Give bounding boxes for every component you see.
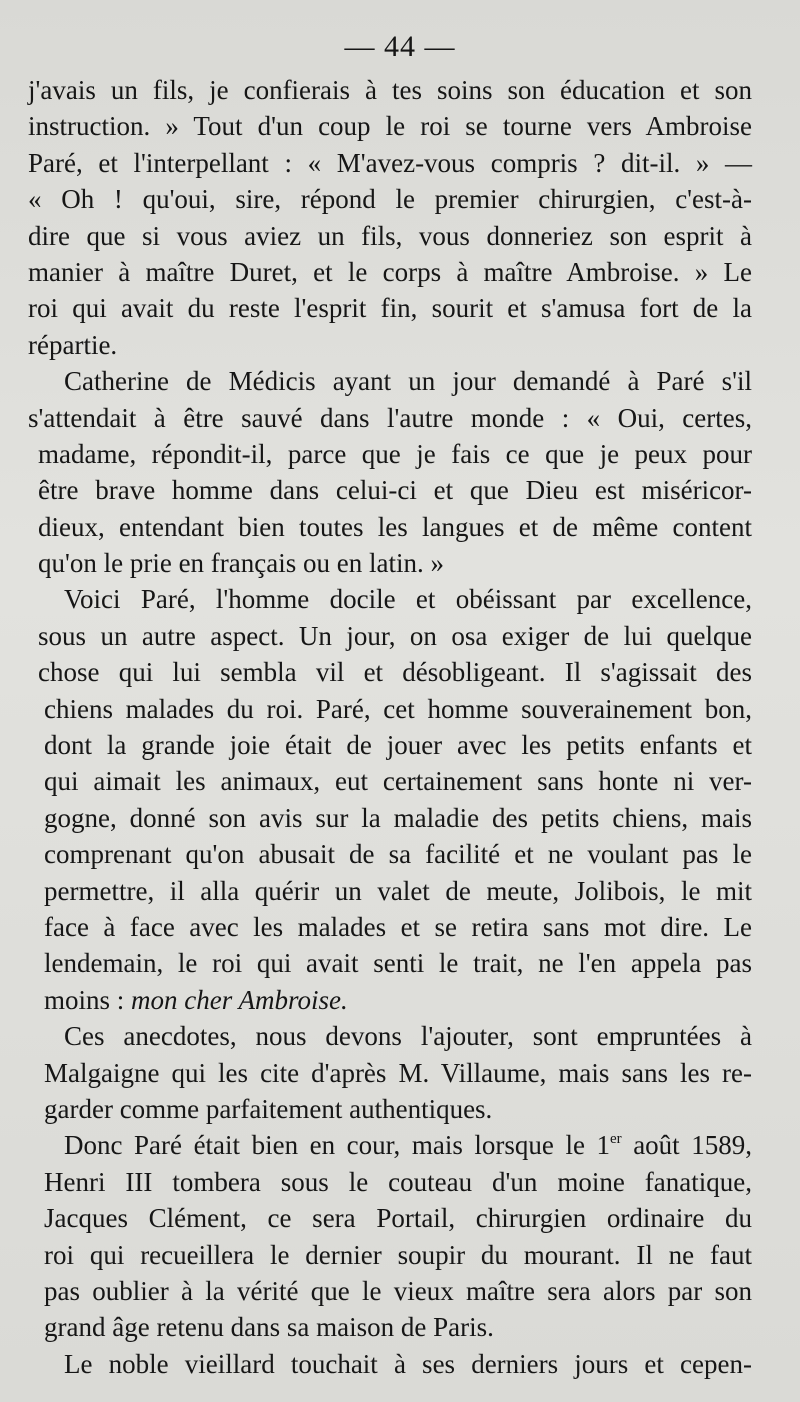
body-text [28, 72, 752, 1382]
text-line: « Oh ! qu'oui, sire, répond le premier chirurgien, c'est-à- [28, 184, 752, 215]
text-line: qui aimait les animaux, eut certainement sans honte ni ver- [44, 766, 752, 797]
text-fragment: Donc Paré était bien en cour, mais lorsque le 1 [64, 1130, 610, 1161]
paragraph-start: Ces anecdotes, nous devons l'ajouter, sont empruntées à [64, 1021, 752, 1052]
text-line: chiens malades du roi. Paré, cet homme souverainement bon, [44, 693, 752, 724]
text-line: sous un autre aspect. Un jour, on osa exiger de lui quelque [38, 620, 752, 651]
text-line: permettre, il alla quérir un valet de meute, Jolibois, le mit [44, 875, 752, 906]
paragraph-start: Voici Paré, l'homme docile et obéissant par excellence, [64, 584, 752, 615]
page-number: — 44 — [344, 30, 456, 63]
text-line: comprenant qu'on abusait de sa facilité et ne voulant pas le [44, 839, 752, 870]
text-line: roi qui recueillera le dernier soupir du mourant. Il ne faut [44, 1239, 752, 1270]
text-line: dont la grande joie était de jouer avec les petits enfants et [44, 730, 752, 761]
text-line: j'avais un fils, je confierais à tes soins son éducation et son [28, 75, 752, 105]
text-line: répartie. [28, 329, 118, 360]
text-line: gogne, donné son avis sur la maladie des petits chiens, mais [44, 802, 752, 833]
text-line: qu'on le prie en français ou en latin. » [38, 548, 444, 579]
text-line: instruction. » Tout d'un coup le roi se tourne vers Ambroise [28, 111, 752, 142]
text-line: Paré, et l'interpellant : « M'avez-vous compris ? dit-il. » — [28, 147, 752, 178]
text-line: dire que si vous aviez un fils, vous donneriez son esprit à [28, 220, 752, 251]
text-line: Malgaigne qui les cite d'après M. Villaume, mais sans les re- [44, 1057, 752, 1088]
text-line: dieux, entendant bien toutes les langues et de même content [38, 511, 752, 542]
text-fragment: août 1589, [621, 1130, 752, 1161]
paragraph-start [28, 1127, 752, 1163]
text-line: manier à maître Duret, et le corps à maître Ambroise. » Le [28, 256, 752, 287]
text-line: chose qui lui sembla vil et désobligeant. Il s'agissait des [38, 657, 752, 688]
text-line: Henri III tombera sous le couteau d'un moine fanatique, [44, 1166, 752, 1197]
paragraph-start: Catherine de Médicis ayant un jour demandé à Paré s'il [64, 366, 752, 397]
italic-text: mon cher Ambroise. [131, 984, 348, 1015]
text-line: être brave homme dans celui-ci et que Dieu est miséricor- [38, 475, 752, 506]
superscript: er [609, 1131, 622, 1148]
paragraph-start: Le noble vieillard touchait à ses derniers jours et cepen- [64, 1348, 752, 1379]
text-line: madame, répondit-il, parce que je fais ce que je peux pour [38, 438, 752, 469]
text-fragment: moins : [44, 984, 132, 1015]
text-line: lendemain, le roi qui avait senti le trait, ne l'en appela pas [44, 948, 752, 979]
text-line: s'attendait à être sauvé dans l'autre monde : « Oui, certes, [28, 402, 752, 433]
text-line [28, 982, 752, 1018]
text-line: garder comme parfaitement authentiques. [44, 1093, 493, 1124]
text-line: pas oublier à la vérité que le vieux maître sera alors par son [44, 1275, 752, 1306]
text-line: grand âge retenu dans sa maison de Paris. [44, 1312, 494, 1343]
text-line: roi qui avait du reste l'esprit fin, sourit et s'amusa fort de la [28, 293, 752, 324]
text-line: Jacques Clément, ce sera Portail, chirurgien ordinaire du [44, 1203, 752, 1234]
text-line: face à face avec les malades et se retira sans mot dire. Le [44, 911, 752, 942]
